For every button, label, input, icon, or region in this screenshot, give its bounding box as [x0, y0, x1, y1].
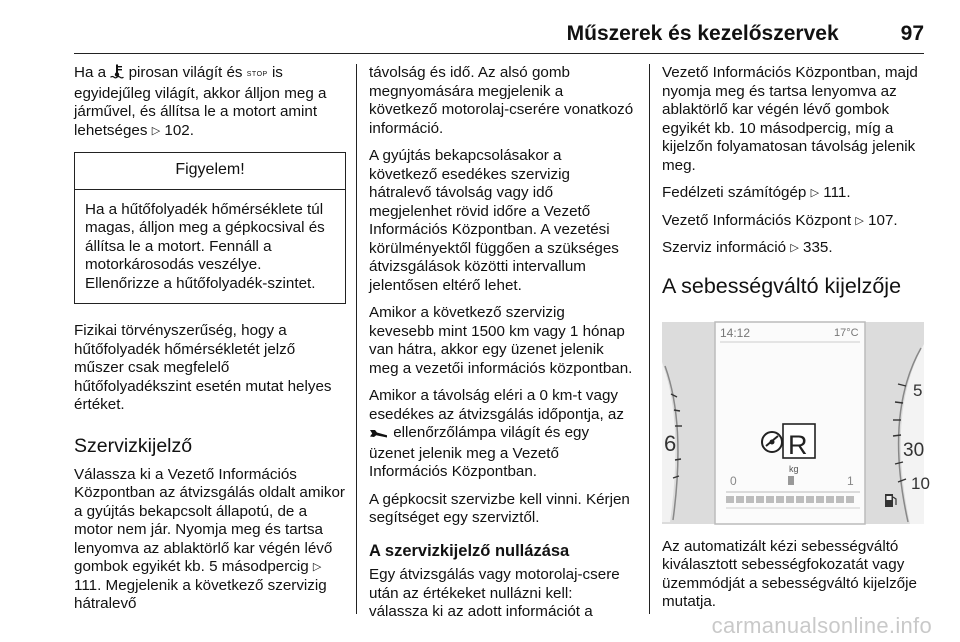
- right-dial-number-bottom: 10: [911, 473, 930, 493]
- column-divider-2: [649, 64, 650, 614]
- automatic-mode-icon: [762, 432, 782, 452]
- column-2: [369, 64, 634, 631]
- reference-driver-info-centre: Vezető Információs Központ ▷ 107.: [662, 211, 898, 229]
- page-reference-arrow-icon: ▷: [810, 187, 820, 199]
- warning-box: [74, 152, 346, 304]
- right-dial-number-mid: 30: [903, 439, 925, 461]
- reference-trip-computer: Fedélzeti számítógép ▷ 111.: [662, 184, 851, 201]
- paragraph-coolant-warning-light: Ha a pirosan világít és STOP is egyidejűleg világít, akkor álljon meg a járművel, és állítsa le a motort amint lehetséges ▷ 102.: [74, 64, 327, 139]
- warning-title: Figyelem!: [75, 153, 345, 190]
- paragraph-visit-service: A gépkocsit szervizbe kell vinni. Kérjen segítséget egy szerviztől.: [369, 490, 630, 526]
- section-heading-gear-display: A sebességváltó kijelzője: [662, 273, 902, 298]
- paragraph-reset: Egy átvizsgálás vagy motorolaj-csere után az értékeket nullázni kell: válassza ki az adott információt a: [369, 566, 620, 620]
- page-reference[interactable]: 335.: [803, 239, 833, 256]
- display-unit: kg: [789, 463, 799, 474]
- subheading-reset: A szervizkijelző nullázása: [369, 541, 570, 560]
- page-header: [74, 22, 924, 54]
- column-3: [662, 64, 934, 621]
- page-reference[interactable]: 111.: [823, 184, 851, 201]
- page-reference[interactable]: 111.: [74, 576, 102, 594]
- wrench-icon: [369, 426, 389, 445]
- paragraph-gauge-note: Fizikai törvényszerűség, hogy a hűtőfolyadék hőmérsékletét jelző műszer csak megfelelő hűtőfolyadékszint esetén mutat helyes értéket.: [74, 322, 332, 413]
- page-reference-arrow-icon: ▷: [312, 561, 322, 573]
- figure-caption: Az automatizált kézi sebességváltó kiválasztott sebességfokozatát vagy üzemmódját a sebességváltó kijelzője mutatja.: [662, 537, 917, 610]
- page-reference-arrow-icon: ▷: [151, 124, 161, 137]
- page-reference-arrow-icon: ▷: [790, 242, 799, 254]
- scale-min: 0: [730, 473, 737, 488]
- right-dial-number-top: 5: [913, 380, 923, 400]
- coolant-temperature-icon: [110, 64, 124, 85]
- page-reference[interactable]: 102.: [164, 121, 194, 139]
- paragraph-service-display: Válassza ki a Vezető Információs Központban az átvizsgálás oldalt amikor a gyújtás bekapcsolt állapotú, de a motor nem jár. Nyomja meg és tartsa lenyomva az ablaktörlő kar végén lévő gombok egyikét kb. 5 másodpercig ▷ 111. Megjelenik a következő szervizig hátralevő: [74, 465, 345, 612]
- left-dial-number: 6: [664, 430, 677, 456]
- reference-service-info: Szerviz információ ▷ 335.: [662, 239, 833, 256]
- section-heading-service-display: Szervizkijelző: [74, 434, 193, 457]
- display-temperature: 17°C: [834, 326, 859, 339]
- page-title: Műszerek és kezelőszervek: [566, 22, 839, 45]
- paragraph-ignition-display: A gyújtás bekapcsolásakor a következő esedékes szervizig hátralevő távolság vagy idő megjelenhet rövid időre a Vezető Információs Központban. A vezetési körülményektől függően a szükséges átvizsgálások közötti intervallum jelentősen eltérő lehet.: [369, 147, 619, 294]
- warning-text: Ha a hűtőfolyadék hőmérséklete túl magas, álljon meg a gépkocsival és állítsa le a motort. Fennáll a motorkárosodás veszélye. Ellenőrizze a hűtőfolyadék-szintet.: [85, 200, 325, 292]
- paragraph-service-due: Amikor a távolság eléri a 0 km-t vagy esedékes az átvizsgálás időpontja, az ellenőrzőlámpa világít és egy üzenet jelenik meg a Vezető Információs Központban.: [369, 387, 624, 480]
- page-reference-arrow-icon: ▷: [855, 214, 864, 227]
- gear-display-figure: [662, 322, 930, 524]
- column-1: [74, 64, 346, 623]
- header-rule: [74, 53, 924, 54]
- scale-max: 1: [847, 473, 854, 488]
- paragraph-service-soon: Amikor a következő szervizig kevesebb mint 1500 km vagy 1 hónap van hátra, akkor egy üzenet jelenik meg a vezetői információs központban.: [369, 304, 633, 377]
- gear-indicator: R: [788, 429, 808, 460]
- stop-icon: STOP: [246, 71, 268, 78]
- paragraph-distance-time: távolság és idő. Az alsó gomb megnyomására megjelenik a következő motorolaj-cserére vonatkozó információ.: [369, 64, 634, 137]
- paragraph-reset-continued: Vezető Információs Központban, majd nyomja meg és tartsa lenyomva az ablaktörlő kar végén lévő gombok egyikét kb. 10 másodpercig, míg a kijelzőn folyamatosan távolság jelenik meg.: [662, 64, 918, 174]
- page-number: 97: [900, 22, 924, 45]
- page-reference[interactable]: 107.: [868, 211, 898, 229]
- display-clock: 14:12: [720, 325, 751, 340]
- column-divider-1: [356, 64, 357, 614]
- watermark: carmanualsonline.info: [711, 613, 932, 638]
